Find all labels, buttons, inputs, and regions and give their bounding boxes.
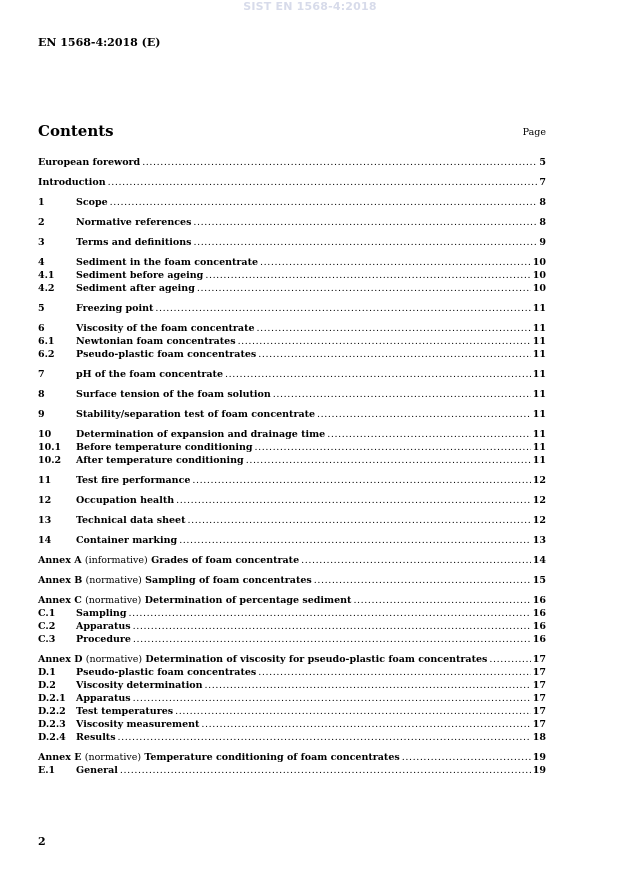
toc-entry[interactable]	[38, 718, 546, 731]
toc-entry-number: C.2	[38, 621, 56, 632]
toc-entry-title: Terms and definitions	[76, 237, 192, 248]
toc-entry-page: 12	[532, 495, 546, 506]
toc-entry-page: 11	[532, 349, 546, 360]
toc-entry-number: 2	[38, 217, 45, 228]
toc-entry-title: Apparatus	[76, 621, 131, 632]
toc-entry-title: Normative references	[76, 217, 192, 228]
toc-entry-page: 11	[532, 409, 546, 420]
dot-leader	[314, 574, 531, 587]
dot-leader	[155, 302, 530, 315]
toc-entry-page: 17	[532, 719, 546, 730]
toc-entry-page: 7	[539, 177, 546, 188]
toc-entry-page: 19	[532, 752, 546, 763]
toc-entry-number: 10.1	[38, 442, 62, 453]
toc-entry[interactable]	[38, 494, 546, 507]
annex-label: Annex A	[38, 555, 82, 566]
toc-entry-title: Pseudo-plastic foam concentrates	[76, 667, 257, 678]
toc-entry-title: Surface tension of the foam solution	[76, 389, 271, 400]
toc-entry-page: 17	[532, 693, 546, 704]
annex-label: Annex C	[38, 595, 82, 606]
toc-entry-page: 18	[532, 732, 546, 743]
toc-entry-page: 14	[532, 555, 546, 566]
toc-entry[interactable]	[38, 236, 546, 249]
toc-entry-title	[38, 594, 351, 607]
toc-entry-number: 4	[38, 257, 45, 268]
toc-entry-title: Technical data sheet	[76, 515, 186, 526]
dot-leader	[120, 764, 531, 777]
toc-entry-page: 12	[532, 515, 546, 526]
toc-entry[interactable]	[38, 731, 546, 744]
toc-entry[interactable]	[38, 692, 546, 705]
toc-entry-title: Test fire performance	[76, 475, 191, 486]
dot-leader	[205, 679, 531, 692]
toc-entry-number: 5	[38, 303, 45, 314]
dot-leader	[301, 554, 531, 567]
toc-entry-number: 3	[38, 237, 45, 248]
toc-entry-page: 10	[532, 257, 546, 268]
toc-entry-title: Procedure	[76, 634, 131, 645]
toc-entry-title: Pseudo-plastic foam concentrates	[76, 349, 257, 360]
toc-entry-title: Determination of expansion and drainage time	[76, 429, 326, 440]
toc-entry-page: 13	[532, 535, 546, 546]
toc-entry-number: 12	[38, 495, 52, 506]
toc-entry-page: 11	[532, 429, 546, 440]
toc-entry[interactable]	[38, 633, 546, 646]
toc-entry-title: Sediment in the foam concentrate	[76, 257, 259, 268]
toc-entry-number: C.3	[38, 634, 56, 645]
toc-entry-title: Sediment before ageing	[76, 270, 204, 281]
toc-entry-title	[38, 751, 400, 764]
dot-leader	[317, 408, 531, 421]
toc-entry-page: 17	[532, 706, 546, 717]
toc-entry-number: D.2.1	[38, 693, 66, 704]
toc-entry-page: 5	[539, 157, 546, 168]
dot-leader	[108, 176, 538, 189]
toc-entry[interactable]	[38, 514, 546, 527]
toc-entry-number: 1	[38, 197, 45, 208]
dot-leader	[225, 368, 531, 381]
dot-leader	[246, 454, 531, 467]
toc-entry-number: C.1	[38, 608, 56, 619]
toc-entry-page: 11	[532, 336, 546, 347]
dot-leader	[175, 705, 531, 718]
toc-entry[interactable]	[38, 620, 546, 633]
annex-title: Determination of percentage sediment	[144, 595, 352, 606]
toc-entry-title: Sampling	[76, 608, 127, 619]
dot-leader	[255, 441, 531, 454]
annex-kind: (normative)	[84, 752, 142, 763]
toc-entry[interactable]	[38, 302, 546, 315]
annex-label: Annex B	[38, 575, 83, 586]
toc-entry[interactable]	[38, 388, 546, 401]
toc-entry-page: 17	[532, 680, 546, 691]
toc-entry-number: D.1	[38, 667, 56, 678]
toc-annex-entry[interactable]	[38, 653, 546, 666]
annex-kind: (normative)	[85, 595, 142, 606]
dot-leader	[193, 216, 537, 229]
toc-entry-number: 10	[38, 429, 52, 440]
page-number: 2	[38, 835, 46, 848]
toc-entry[interactable]	[38, 348, 546, 361]
toc-entry-title	[38, 554, 299, 567]
dot-leader	[260, 256, 531, 269]
toc-entry[interactable]	[38, 764, 546, 777]
toc-entry-page: 16	[532, 608, 546, 619]
toc-entry-title: Scope	[76, 197, 108, 208]
annex-label: Annex D	[38, 654, 83, 665]
toc-entry[interactable]	[38, 454, 546, 467]
toc-entry-number: D.2.2	[38, 706, 66, 717]
toc-entry-page: 11	[532, 389, 546, 400]
toc-entry[interactable]	[38, 368, 546, 381]
dot-leader	[201, 718, 530, 731]
toc-entry-page: 11	[532, 323, 546, 334]
contents-title: Contents	[38, 122, 114, 140]
toc-entry-title: Newtonian foam concentrates	[76, 336, 236, 347]
toc-entry-page: 19	[532, 765, 546, 776]
toc-entry-page: 11	[532, 455, 546, 466]
dot-leader	[258, 348, 531, 361]
dot-leader	[197, 282, 531, 295]
toc-annex-entry[interactable]	[38, 554, 546, 567]
toc-entry-page: 11	[532, 442, 546, 453]
toc-entry-title: Occupation health	[76, 495, 175, 506]
toc-entry[interactable]	[38, 196, 546, 209]
toc-entry-page: 11	[532, 303, 546, 314]
toc-entry-page: 10	[532, 283, 546, 294]
toc-entry-page: 8	[539, 217, 546, 228]
toc-annex-entry[interactable]	[38, 751, 546, 764]
toc-entry-title: Container marking	[76, 535, 178, 546]
toc-entry-page: 8	[539, 197, 546, 208]
dot-leader	[238, 335, 531, 348]
toc-entry-title: After temperature conditioning	[76, 455, 244, 466]
toc-entry-number: 13	[38, 515, 52, 526]
toc-entry-title: Introduction	[38, 177, 106, 188]
toc-entry-page: 17	[532, 654, 546, 665]
dot-leader	[205, 269, 530, 282]
toc-entry-title: Results	[76, 732, 116, 743]
toc-entry[interactable]	[38, 607, 546, 620]
toc-entry-title: Freezing point	[76, 303, 154, 314]
toc-entry-title	[38, 653, 487, 666]
toc-entry-number: 11	[38, 475, 52, 486]
toc-entry-number: D.2.3	[38, 719, 66, 730]
dot-leader	[273, 388, 531, 401]
toc-entry-number: D.2	[38, 680, 56, 691]
toc-entry-title: Test temperatures	[76, 706, 174, 717]
dot-leader	[327, 428, 531, 441]
toc-entry[interactable]	[38, 335, 546, 348]
toc-entry[interactable]	[38, 282, 546, 295]
dot-leader	[187, 514, 530, 527]
dot-leader	[133, 633, 531, 646]
toc-entry-number: 10.2	[38, 455, 62, 466]
dot-leader	[142, 156, 537, 169]
toc-entry[interactable]	[38, 534, 546, 547]
toc-entry-page: 15	[532, 575, 546, 586]
table-of-contents	[38, 156, 546, 777]
watermark: SIST EN 1568-4:2018	[243, 0, 377, 13]
toc-entry-title: Apparatus	[76, 693, 131, 704]
annex-kind: (normative)	[85, 575, 142, 586]
dot-leader	[133, 692, 531, 705]
toc-annex-entry[interactable]	[38, 574, 546, 587]
toc-entry-title: Viscosity determination	[76, 680, 203, 691]
toc-entry-number: 6.1	[38, 336, 55, 347]
toc-entry-title: General	[76, 765, 118, 776]
toc-entry-page: 16	[532, 634, 546, 645]
page-column-label: Page	[522, 127, 546, 138]
toc-entry-number: 14	[38, 535, 52, 546]
dot-leader	[176, 494, 531, 507]
toc-entry[interactable]	[38, 216, 546, 229]
toc-entry-page: 12	[532, 475, 546, 486]
toc-entry-number: 6.2	[38, 349, 55, 360]
toc-entry-title: Viscosity measurement	[76, 719, 200, 730]
toc-entry[interactable]	[38, 269, 546, 282]
toc-entry-number: D.2.4	[38, 732, 66, 743]
toc-entry[interactable]	[38, 322, 546, 335]
toc-entry[interactable]	[38, 441, 546, 454]
dot-leader	[402, 751, 531, 764]
toc-entry-title: European foreword	[38, 157, 141, 168]
toc-entry[interactable]	[38, 156, 546, 169]
toc-entry-title: Sediment after ageing	[76, 283, 195, 294]
annex-title: Determination of viscosity for pseudo-plastic foam concentrates	[145, 654, 488, 665]
dot-leader	[192, 474, 530, 487]
dot-leader	[193, 236, 537, 249]
toc-entry[interactable]	[38, 256, 546, 269]
annex-kind: (informative)	[84, 555, 148, 566]
dot-leader	[128, 607, 530, 620]
toc-entry[interactable]	[38, 666, 546, 679]
dot-leader	[179, 534, 531, 547]
toc-entry-title: pH of the foam concentrate	[76, 369, 223, 380]
toc-annex-entry[interactable]	[38, 594, 546, 607]
dot-leader	[258, 666, 531, 679]
annex-kind: (normative)	[85, 654, 143, 665]
toc-entry[interactable]	[38, 428, 546, 441]
dot-leader	[133, 620, 531, 633]
toc-entry-number: 7	[38, 369, 45, 380]
dot-leader	[110, 196, 538, 209]
annex-title: Temperature conditioning of foam concentrates	[144, 752, 400, 763]
toc-entry[interactable]	[38, 408, 546, 421]
toc-entry-number: 9	[38, 409, 45, 420]
toc-entry-number: 4.2	[38, 283, 55, 294]
annex-title: Sampling of foam concentrates	[145, 575, 312, 586]
dot-leader	[353, 594, 530, 607]
toc-entry-title: Stability/separation test of foam concentrate	[76, 409, 316, 420]
dot-leader	[257, 322, 531, 335]
toc-entry-number: 8	[38, 389, 45, 400]
toc-entry-page: 16	[532, 621, 546, 632]
toc-entry-page: 9	[539, 237, 546, 248]
toc-entry[interactable]	[38, 705, 546, 718]
annex-label: Annex E	[38, 752, 82, 763]
toc-entry-page: 17	[532, 667, 546, 678]
toc-entry-title	[38, 574, 312, 587]
annex-title: Grades of foam concentrate	[151, 555, 300, 566]
toc-entry[interactable]	[38, 679, 546, 692]
toc-entry-page: 16	[532, 595, 546, 606]
toc-entry-page: 10	[532, 270, 546, 281]
toc-entry[interactable]	[38, 176, 546, 189]
toc-entry[interactable]	[38, 474, 546, 487]
toc-entry-title: Before temperature conditioning	[76, 442, 253, 453]
toc-entry-page: 11	[532, 369, 546, 380]
toc-entry-number: 6	[38, 323, 45, 334]
dot-leader	[489, 653, 530, 666]
toc-entry-number: E.1	[38, 765, 56, 776]
dot-leader	[118, 731, 531, 744]
toc-entry-number: 4.1	[38, 270, 55, 281]
document-id: EN 1568-4:2018 (E)	[38, 36, 161, 49]
toc-entry-title: Viscosity of the foam concentrate	[76, 323, 255, 334]
